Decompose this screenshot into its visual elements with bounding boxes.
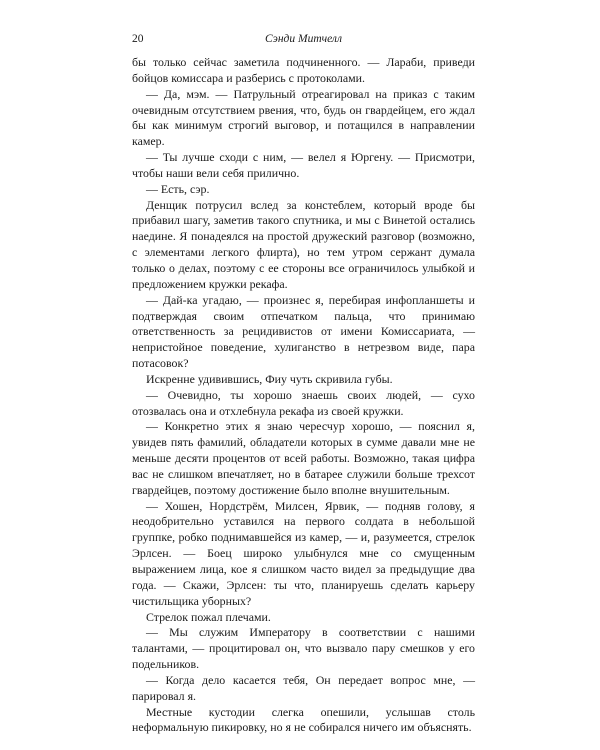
paragraph: Денщик потрусил вслед за констеблем, который вроде бы прибавил шагу, заметив такого спутника, и мы с Винетой остались наедине. Я понадеялся на простой дружеский разговор (возможно, с элементами легкого флирта), но тем утром сержант думала только о делах, поэтому с ее стороны все ограничилось улыбкой и предложением кружки рекафа.: [132, 197, 475, 291]
paragraph: — Есть, сэр.: [146, 181, 210, 196]
paragraph: Местные кустодии слегка опешили, услышав столь неформальную пикировку, но я не собирался ничего им объяснять.: [132, 704, 475, 735]
page-number: 20: [132, 33, 144, 45]
paragraph: — Ты лучше сходи с ним, — велел я Юргену. — Присмотри, чтобы наши вели себя прилично.: [132, 150, 475, 180]
paragraph: бы только сейчас заметила подчиненного. — Лараби, приведи бойцов комиссара и разберись с протоколами.: [132, 55, 475, 85]
body-text: [132, 55, 475, 736]
running-head: Сэнди Митчелл: [265, 33, 342, 45]
paragraph: — Дай-ка угадаю, — произнес я, перебирая инфопланшеты и подтверждая своим отпечатком пальца, что принимаю ответственность за рецидивистов от имени Комиссариата, — непристойное поведение, хулиганство в нетрезвом виде, пара потасовок?: [132, 292, 475, 371]
paragraph: — Да, мэм. — Патрульный отреагировал на приказ с таким очевидным отсутствием рвения, что, будь он гвардейцем, его ждал бы как минимум строгий выговор, и потащился в направлении камер.: [132, 86, 475, 149]
paragraph: Искренне удивившись, Фиу чуть скривила губы.: [146, 371, 393, 386]
paragraph: — Хошен, Нордстрём, Милсен, Ярвик, — подняв голову, я неодобрительно уставился на первого солдата в небольшой группке, робко поднимавшейся из камер, — и, разумеется, стрелок Эрлсен. — Боец широко улыбнулся мне со смущенным выражением лица, кое я слишком часто видел за предыдущие два года. — Скажи, Эрлсен: ты что, планируешь сделать карьеру чистильщика уборных?: [132, 498, 475, 608]
page-header: [132, 33, 475, 49]
paragraph: — Очевидно, ты хорошо знаешь своих людей, — сухо отозвалась она и отхлебнула рекафа из своей кружки.: [132, 387, 475, 418]
paragraph: — Когда дело касается тебя, Он передает вопрос мне, — парировал я.: [132, 672, 475, 703]
paragraph: Стрелок пожал плечами.: [146, 609, 271, 624]
paragraph: — Мы служим Императору в соответствии с нашими талантами, — процитировал он, что вызвало пару смешков у его подельников.: [132, 625, 475, 672]
paragraph: — Конкретно этих я знаю чересчур хорошо, — пояснил я, увидев пять фамилий, обладатели которых в сумме давали мне не меньше десяти процентов от всей работы. Возможно, такая цифра вас не слишком впечатляет, но в батарее служили больше трехсот гвардейцев, поэтому достижение было вполне внушительным.: [132, 419, 475, 497]
